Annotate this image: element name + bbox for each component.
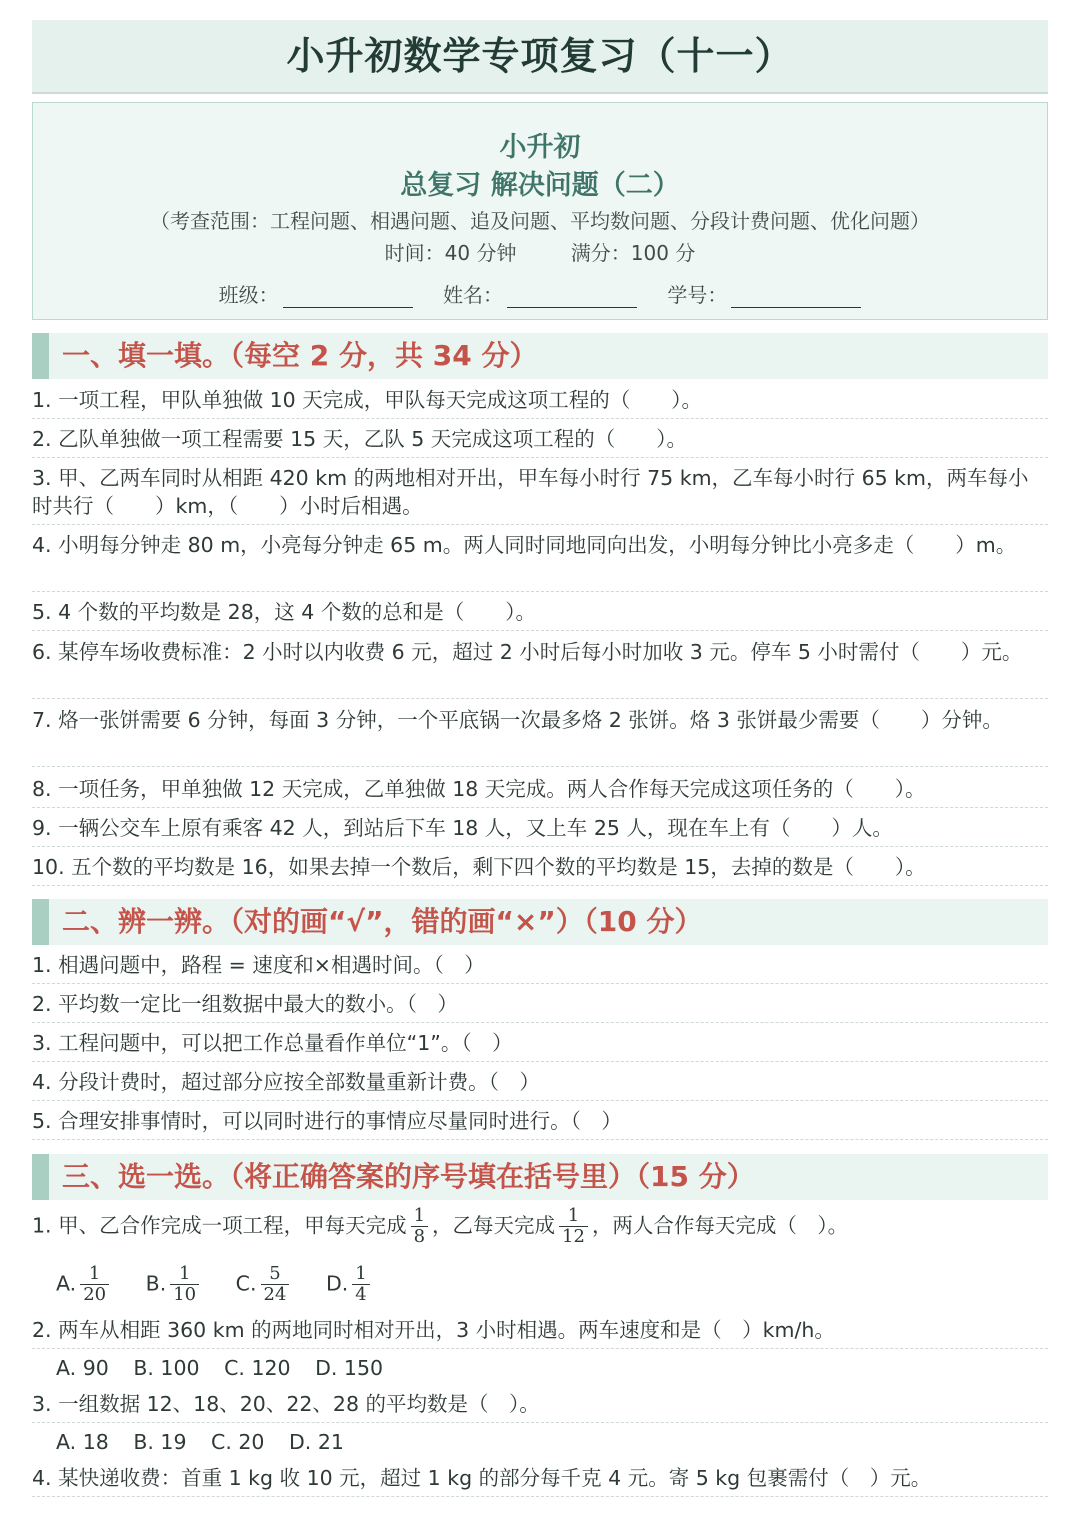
option-a[interactable]: A. 18 (56, 1430, 109, 1454)
header-line2: 总复习 解决问题（二） (400, 170, 680, 201)
s3-question-1 (32, 1206, 1048, 1252)
option-c[interactable]: C. $\frac{5}{24}$ (236, 1264, 294, 1305)
option-a[interactable]: A. 90 (56, 1356, 109, 1380)
s3-question-4: 4. 某快递收费：首重 1 kg 收 10 元，超过 1 kg 的部分每千克 4 元。寄 5 kg 包裹需付（ ）元。 (32, 1464, 1048, 1497)
id-field[interactable] (667, 279, 861, 308)
option-c-fraction: $\frac{5}{24}$ (261, 1264, 290, 1305)
section3-header (32, 1154, 1048, 1200)
option-d[interactable]: D. $\frac{1}{4}$ (326, 1264, 374, 1305)
option-c[interactable]: C. 120 (224, 1356, 291, 1380)
s3-q3-options (56, 1430, 362, 1454)
section-accent-bar (32, 899, 49, 945)
fraction-1-12: $\frac{1}{12}$ (559, 1206, 588, 1247)
class-field[interactable] (219, 279, 413, 308)
s2-question-1: 1. 相遇问题中，路程 = 速度和×相遇时间。（ ） (32, 951, 1048, 984)
section2-header (32, 899, 1048, 945)
s1-question-3: 3. 甲、乙两车同时从相距 420 km 的两地相对开出，甲车每小时行 75 km，乙车每小时行 65 km，两车每小时共行（ ）km，（ ）小时后相遇。 (32, 464, 1048, 525)
exam-scope: （考查范围：工程问题、相遇问题、追及问题、平均数问题、分段计费问题、优化问题） (150, 209, 930, 233)
id-label: 学号： (667, 283, 728, 307)
s3-q1-prefix: 1. 甲、乙合作完成一项工程，甲每天完成 (32, 1213, 407, 1238)
s1-question-1: 1. 一项工程，甲队单独做 10 天完成，甲队每天完成这项工程的（ ）。 (32, 386, 1048, 419)
s3-question-3: 3. 一组数据 12、18、20、22、28 的平均数是（ ）。 (32, 1390, 1048, 1423)
time-row (33, 237, 1047, 266)
full-score: 满分：100 分 (570, 241, 696, 265)
option-b[interactable]: B. 19 (133, 1430, 187, 1454)
option-b-fraction: $\frac{1}{10}$ (170, 1264, 199, 1305)
option-d[interactable]: D. 150 (315, 1356, 384, 1380)
option-a-fraction: $\frac{1}{20}$ (80, 1264, 109, 1305)
page-title: 小升初数学专项复习（十一） (286, 34, 794, 78)
s3-q1-suffix: ，两人合作每天完成（ ）。 (591, 1213, 849, 1238)
name-field[interactable] (443, 279, 637, 308)
s3-q1-mid: ，乙每天完成 (432, 1213, 556, 1238)
option-d-fraction: $\frac{1}{4}$ (352, 1264, 369, 1305)
option-c[interactable]: C. 20 (211, 1430, 265, 1454)
s2-question-2: 2. 平均数一定比一组数据中最大的数小。（ ） (32, 990, 1048, 1023)
s2-question-4: 4. 分段计费时，超过部分应按全部数量重新计费。（ ） (32, 1068, 1048, 1101)
s3-question-2: 2. 两车从相距 360 km 的两地同时相对开出，3 小时相遇。两车速度和是（ ）km/h。 (32, 1316, 1048, 1349)
option-d[interactable]: D. 21 (289, 1430, 344, 1454)
s3-q2-options (56, 1356, 401, 1380)
s1-question-9: 9. 一辆公交车上原有乘客 42 人，到站后下车 18 人，又上车 25 人，现在车上有（ ）人。 (32, 814, 1048, 847)
section1-header (32, 333, 1048, 379)
title-bar (32, 20, 1048, 94)
header-box (32, 102, 1048, 320)
student-info-row (33, 279, 1047, 308)
section2-title: 二、辨一辨。（对的画“√”，错的画“×”）（10 分） (62, 905, 703, 938)
s2-question-5: 5. 合理安排事情时，可以同时进行的事情应尽量同时进行。（ ） (32, 1107, 1048, 1140)
name-label: 姓名： (443, 283, 503, 307)
time-limit: 时间：40 分钟 (384, 241, 517, 265)
s1-question-10: 10. 五个数的平均数是 16，如果去掉一个数后，剩下四个数的平均数是 15，去掉的数是（ ）。 (32, 853, 1048, 886)
header-line1: 小升初 (499, 132, 581, 163)
s1-question-5: 5. 4 个数的平均数是 28，这 4 个数的总和是（ ）。 (32, 598, 1048, 631)
option-a[interactable]: A. $\frac{1}{20}$ (56, 1264, 113, 1305)
id-blank[interactable] (731, 289, 861, 308)
s2-question-3: 3. 工程问题中，可以把工作总量看作单位“1”。（ ） (32, 1029, 1048, 1062)
class-label: 班级： (218, 283, 279, 307)
s3-q1-options (56, 1264, 400, 1305)
s1-question-7: 7. 烙一张饼需要 6 分钟，每面 3 分钟，一个平底锅一次最多烙 2 张饼。烙 3 张饼最少需要（ ）分钟。 (32, 706, 1048, 767)
s1-question-4: 4. 小明每分钟走 80 m，小亮每分钟走 65 m。两人同时同地同向出发，小明每分钟比小亮多走（ ）m。 (32, 531, 1048, 592)
class-blank[interactable] (283, 289, 413, 308)
s1-question-8: 8. 一项任务，甲单独做 12 天完成，乙单独做 18 天完成。两人合作每天完成这项任务的（ ）。 (32, 775, 1048, 808)
s1-question-6: 6. 某停车场收费标准：2 小时以内收费 6 元，超过 2 小时后每小时加收 3 元。停车 5 小时需付（ ）元。 (32, 638, 1048, 699)
section-accent-bar (32, 1154, 49, 1200)
section-accent-bar (32, 333, 49, 379)
section1-title: 一、填一填。（每空 2 分，共 34 分） (62, 339, 538, 372)
option-b[interactable]: B. $\frac{1}{10}$ (146, 1264, 204, 1305)
section3-title: 三、选一选。（将正确答案的序号填在括号里）（15 分） (62, 1160, 755, 1193)
fraction-1-8: $\frac{1}{8}$ (411, 1206, 428, 1247)
name-blank[interactable] (507, 289, 637, 308)
option-b[interactable]: B. 100 (133, 1356, 200, 1380)
s1-question-2: 2. 乙队单独做一项工程需要 15 天，乙队 5 天完成这项工程的（ ）。 (32, 425, 1048, 458)
